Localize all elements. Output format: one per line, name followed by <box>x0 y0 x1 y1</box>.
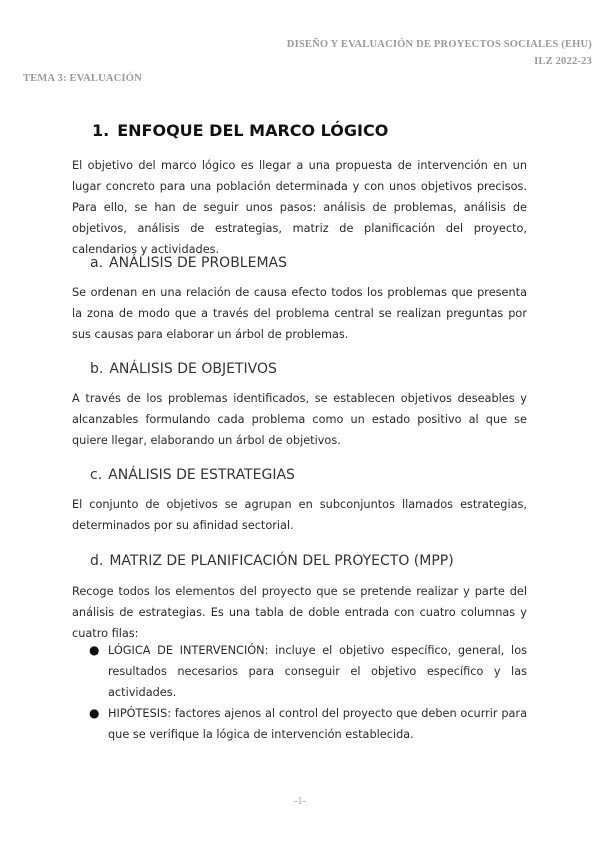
subsection-heading-b <box>90 361 277 377</box>
subsection-title: MATRIZ DE PLANIFICACIÓN DEL PROYECTO (MPP) <box>109 553 454 569</box>
header-unit: TEMA 3: EVALUACIÓN <box>23 73 142 84</box>
subsection-title: ANÁLISIS DE PROBLEMAS <box>109 255 287 271</box>
list-item <box>72 703 527 745</box>
subsection-paragraph-d: Recoge todos los elementos del proyecto que se pretende realizar y parte del análisis de estrategias. Es una tabla de doble entrada con cuatro columnas y cuatro filas: <box>72 585 527 640</box>
subsection-title: ANÁLISIS DE OBJETIVOS <box>109 361 277 377</box>
bullet-list <box>72 640 527 745</box>
section-number: 1. <box>92 121 110 140</box>
intro-paragraph: El objetivo del marco lógico es llegar a una propuesta de intervención en un lugar concreto para una población determinada y con unos objetivos precisos. Para ello, se han de seguir unos pasos: análisis de problemas, análisis de objetivos, análisis de estrategias, matriz de planificación del proyecto, calendarios y actividades. <box>72 159 527 256</box>
subsection-heading-a <box>90 255 287 271</box>
subsection-heading-c <box>90 467 295 483</box>
section-title: ENFOQUE DEL MARCO LÓGICO <box>117 121 389 140</box>
list-item-text: HIPÓTESIS: factores ajenos al control del proyecto que deben ocurrir para que se verifique la lógica de intervención establecida. <box>108 707 527 741</box>
subsection-letter: c. <box>90 467 103 483</box>
subsection-heading-d <box>90 553 454 569</box>
subsection-letter: d. <box>90 553 104 569</box>
bullet-icon: ● <box>89 643 100 657</box>
subsection-letter: b. <box>90 361 104 377</box>
header-code: ILZ 2022-23 <box>534 56 592 67</box>
list-item <box>72 640 527 703</box>
subsection-letter: a. <box>90 255 104 271</box>
subsection-paragraph-a: Se ordenan en una relación de causa efecto todos los problemas que presenta la zona de modo que a través del problema central se realizan preguntas por sus causas para elaborar un árbol de problemas. <box>72 286 527 341</box>
bullet-icon: ● <box>89 706 100 720</box>
page-number: -1- <box>294 796 306 807</box>
subsection-title: ANÁLISIS DE ESTRATEGIAS <box>108 467 295 483</box>
header-course: DISEÑO Y EVALUACIÓN DE PROYECTOS SOCIALES (EHU) <box>286 39 592 50</box>
list-item-text: LÓGICA DE INTERVENCIÓN: incluye el objetivo específico, general, los resultados necesarios para conseguir el objetivo específico y las actividades. <box>108 644 527 699</box>
subsection-paragraph-b: A través de los problemas identificados, se establecen objetivos deseables y alcanzables formulando cada problema como un estado positivo al que se quiere llegar, elaborando un árbol de objetivos. <box>72 392 527 447</box>
section-heading <box>92 121 388 140</box>
subsection-paragraph-c: El conjunto de objetivos se agrupan en subconjuntos llamados estrategias, determinados por su afinidad sectorial. <box>72 498 527 532</box>
